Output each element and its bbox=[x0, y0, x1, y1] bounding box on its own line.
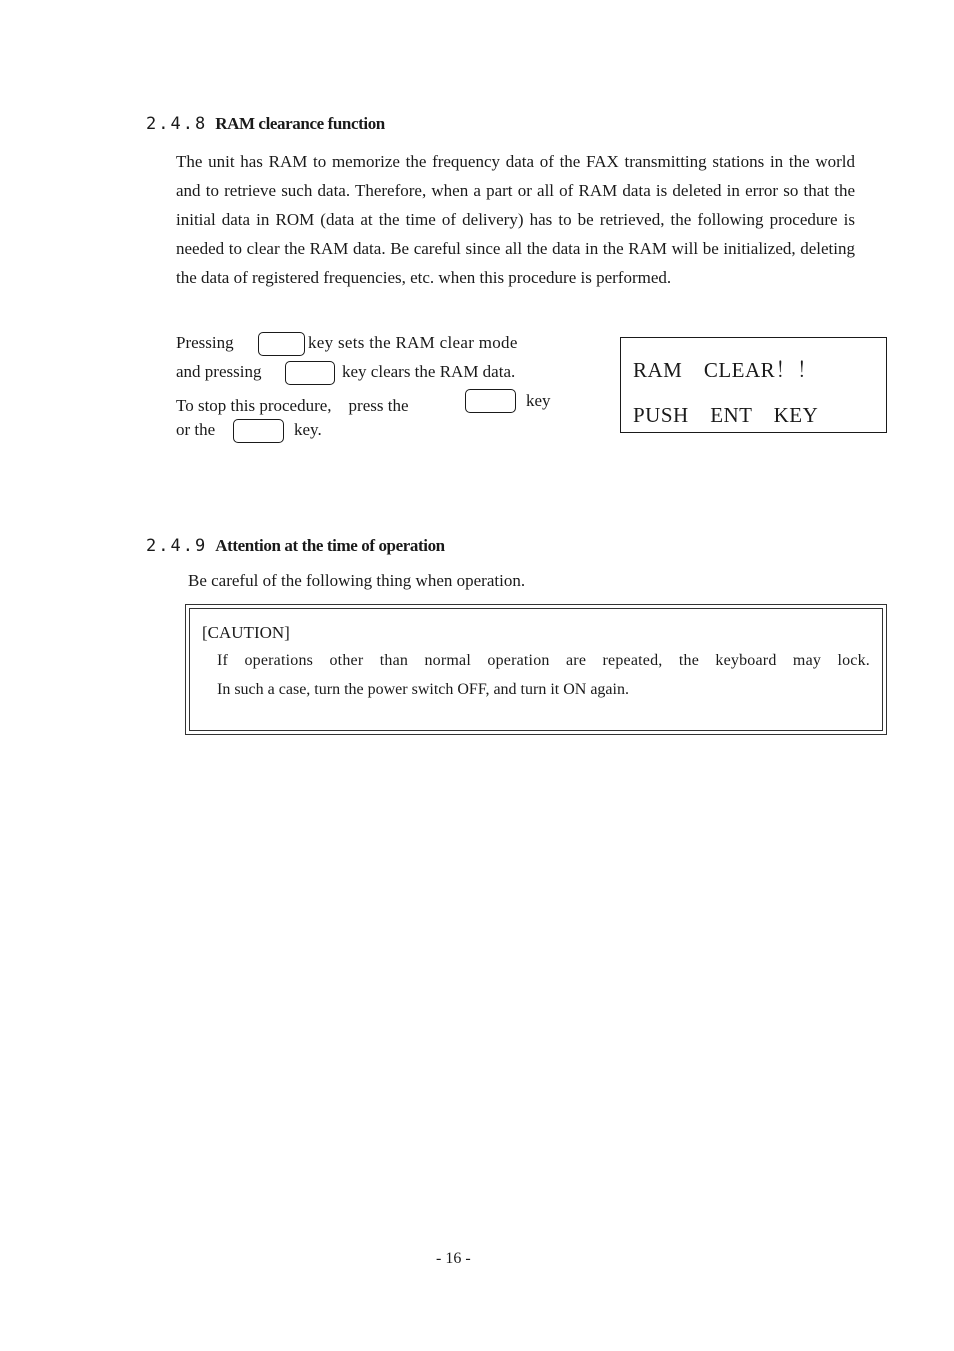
section-2-4-9-heading bbox=[146, 536, 445, 556]
procedure-line2-a: and pressing bbox=[176, 362, 262, 381]
procedure-line3-a: To stop this procedure, press the bbox=[176, 396, 409, 415]
lcd-line-2: PUSH ENT KEY bbox=[633, 403, 819, 427]
section-2-4-8-heading bbox=[146, 114, 385, 134]
key-box-3 bbox=[465, 389, 516, 413]
caution-label: [CAUTION] bbox=[202, 623, 290, 642]
section-title: RAM clearance function bbox=[215, 114, 385, 133]
section-title: Attention at the time of operation bbox=[215, 536, 445, 555]
procedure-line1-b: key sets the RAM clear mode bbox=[308, 333, 518, 352]
key-box-1 bbox=[258, 332, 305, 356]
lcd-display bbox=[620, 337, 887, 433]
section-number: 2.4.9 bbox=[146, 536, 208, 556]
lcd-line-1: RAM CLEAR！！ bbox=[633, 358, 819, 382]
procedure-line4-b: key. bbox=[294, 420, 322, 439]
key-box-4 bbox=[233, 419, 284, 443]
key-box-2 bbox=[285, 361, 335, 385]
page-number: - 16 - bbox=[436, 1250, 471, 1267]
ram-clearance-paragraph: The unit has RAM to memorize the frequency data of the FAX transmitting stations in the world and to retrieve such data. Therefore, when a part or all of RAM data is deleted in error so that the initial data in ROM (data at the time of delivery) has to be retrieved, the following procedure is needed to clear the RAM data. Be careful since all the data in the RAM will be initialized, deleting the data of registered frequencies, etc. when this procedure is performed. bbox=[176, 152, 855, 287]
procedure-line1-a: Pressing bbox=[176, 333, 234, 352]
attention-intro: Be careful of the following thing when operation. bbox=[188, 571, 526, 590]
caution-box bbox=[185, 604, 887, 735]
caution-line-1: If operations other than normal operation are repeated, the keyboard may lock. bbox=[217, 652, 870, 669]
procedure-line3-b: key bbox=[526, 391, 551, 410]
procedure-line2-b: key clears the RAM data. bbox=[342, 362, 516, 381]
section-number: 2.4.8 bbox=[146, 114, 208, 134]
caution-line-2: In such a case, turn the power switch OFF, and turn it ON again. bbox=[217, 681, 629, 698]
procedure-line4-a: or the bbox=[176, 420, 216, 439]
